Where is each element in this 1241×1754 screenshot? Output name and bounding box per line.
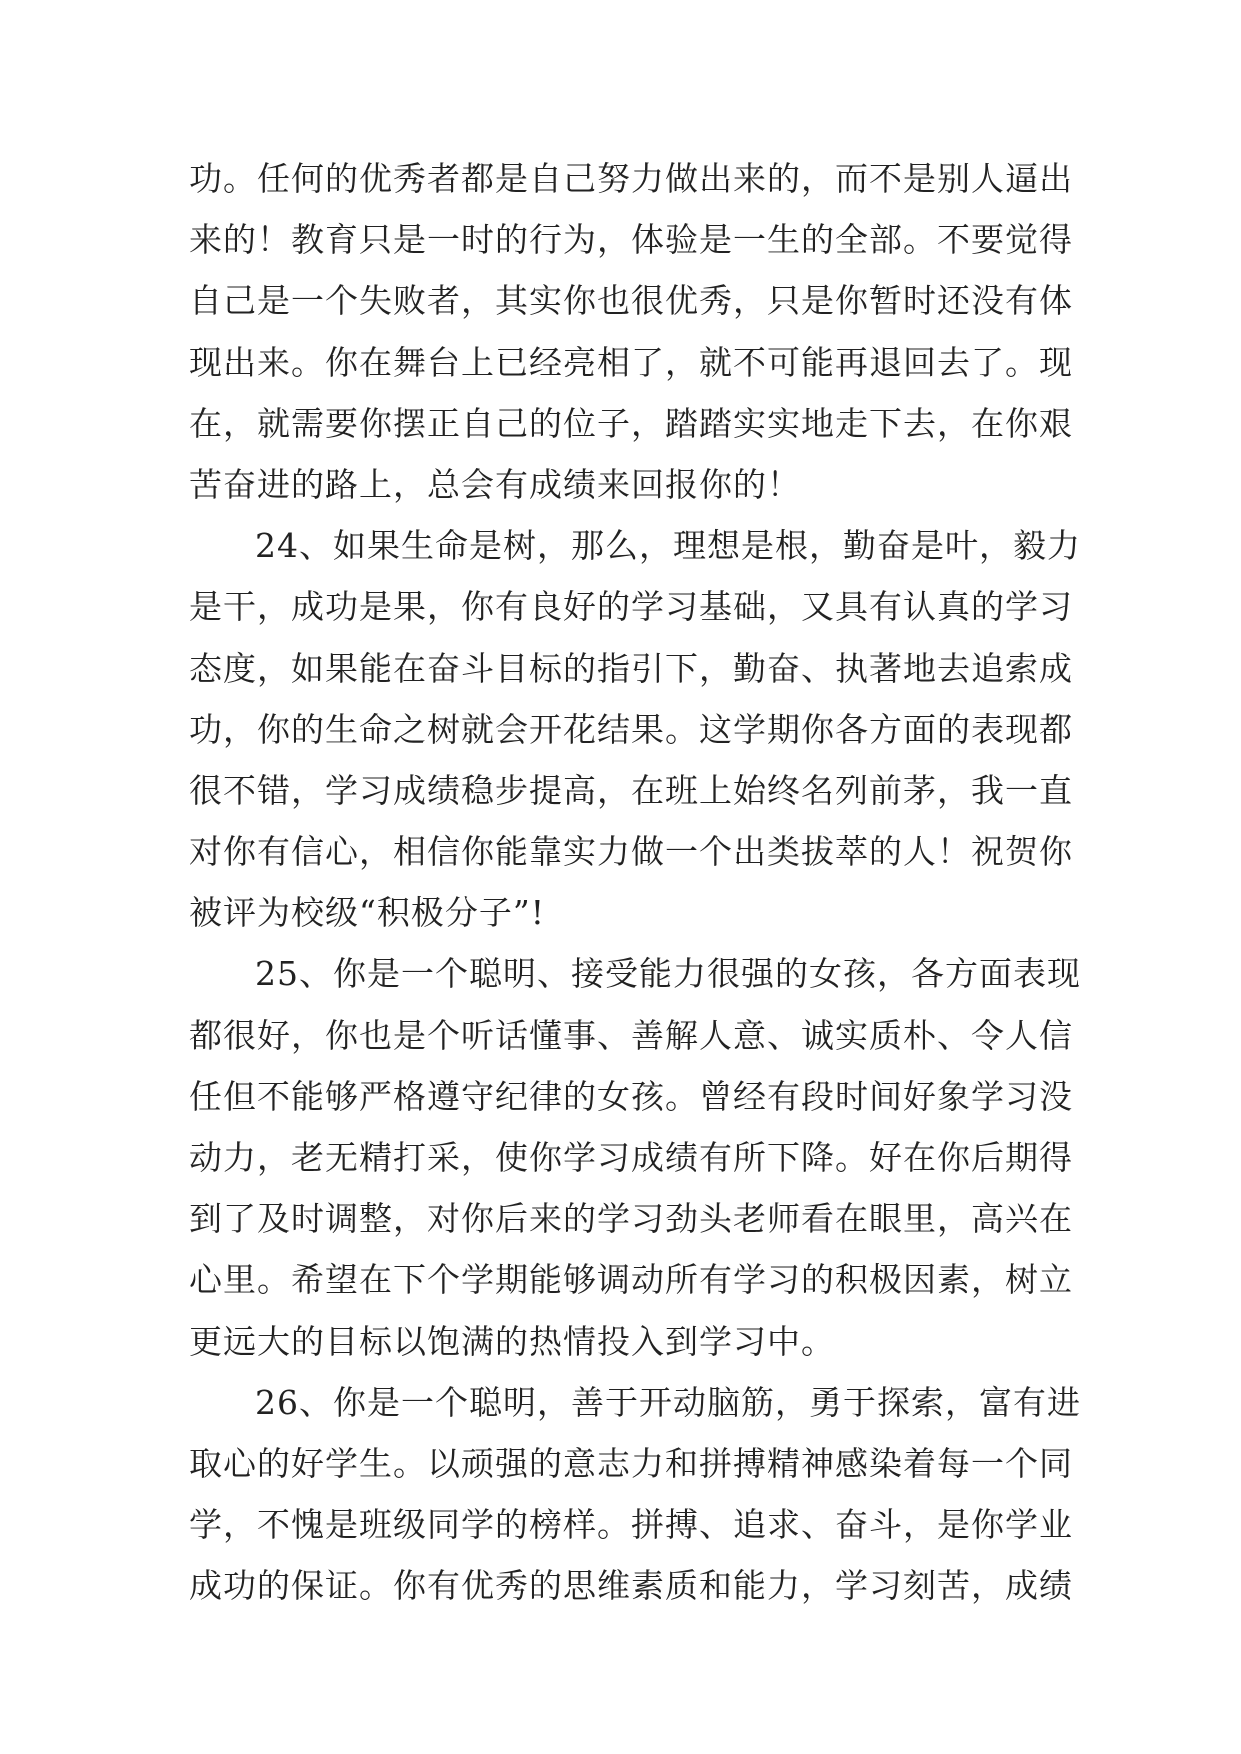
text-line: 任但不能够严格遵守纪律的女孩。曾经有段时间好象学习没 xyxy=(189,1076,1073,1116)
text-line: 来的！教育只是一时的行为，体验是一生的全部。不要觉得 xyxy=(189,220,1073,260)
text-line: 很不错，学习成绩稳步提高，在班上始终名列前茅，我一直 xyxy=(189,770,1073,810)
text-line: 苦奋进的路上，总会有成绩来回报你的！ xyxy=(189,464,801,504)
document-body xyxy=(189,148,1081,1617)
text-line: 功。任何的优秀者都是自己努力做出来的，而不是别人逼出 xyxy=(189,159,1073,198)
text-line: 自己是一个失败者，其实你也很优秀，只是你暂时还没有体 xyxy=(189,281,1073,321)
text-line: 态度，如果能在奋斗目标的指引下，勤奋、执著地去追索成 xyxy=(189,648,1073,688)
text-line: 是干，成功是果，你有良好的学习基础，又具有认真的学习 xyxy=(189,587,1073,627)
text-line: 取心的好学生。以顽强的意志力和拼搏精神感染着每一个同 xyxy=(189,1443,1073,1483)
text-line: 到了及时调整，对你后来的学习劲头老师看在眼里，高兴在 xyxy=(189,1199,1073,1239)
text-line: 学，不愧是班级同学的榜样。拼搏、追求、奋斗，是你学业 xyxy=(189,1505,1073,1545)
text-line: 现出来。你在舞台上已经亮相了，就不可能再退回去了。现 xyxy=(189,342,1073,382)
text-line: 成功的保证。你有优秀的思维素质和能力，学习刻苦，成绩 xyxy=(189,1566,1073,1606)
text-line: 心里。希望在下个学期能够调动所有学习的积极因素，树立 xyxy=(189,1260,1073,1300)
text-line: 25、你是一个聪明、接受能力很强的女孩，各方面表现 xyxy=(255,954,1081,994)
text-line: 对你有信心，相信你能靠实力做一个出类拔萃的人！祝贺你 xyxy=(189,832,1073,872)
text-line: 动力，老无精打采，使你学习成绩有所下降。好在你后期得 xyxy=(189,1138,1073,1177)
text-line: 24、如果生命是树，那么，理想是根，勤奋是叶，毅力 xyxy=(255,526,1081,566)
text-line: 更远大的目标以饱满的热情投入到学习中。 xyxy=(189,1321,835,1361)
text-line: 被评为校级“积极分子”! xyxy=(189,893,546,933)
text-line: 都很好，你也是个听话懂事、善解人意、诚实质朴、令人信 xyxy=(189,1015,1073,1055)
text-line: 26、你是一个聪明，善于开动脑筋，勇于探索，富有进 xyxy=(255,1382,1081,1422)
text-line: 在，就需要你摆正自己的位子，踏踏实实地走下去，在你艰 xyxy=(189,403,1073,443)
text-line: 功，你的生命之树就会开花结果。这学期你各方面的表现都 xyxy=(189,709,1073,749)
